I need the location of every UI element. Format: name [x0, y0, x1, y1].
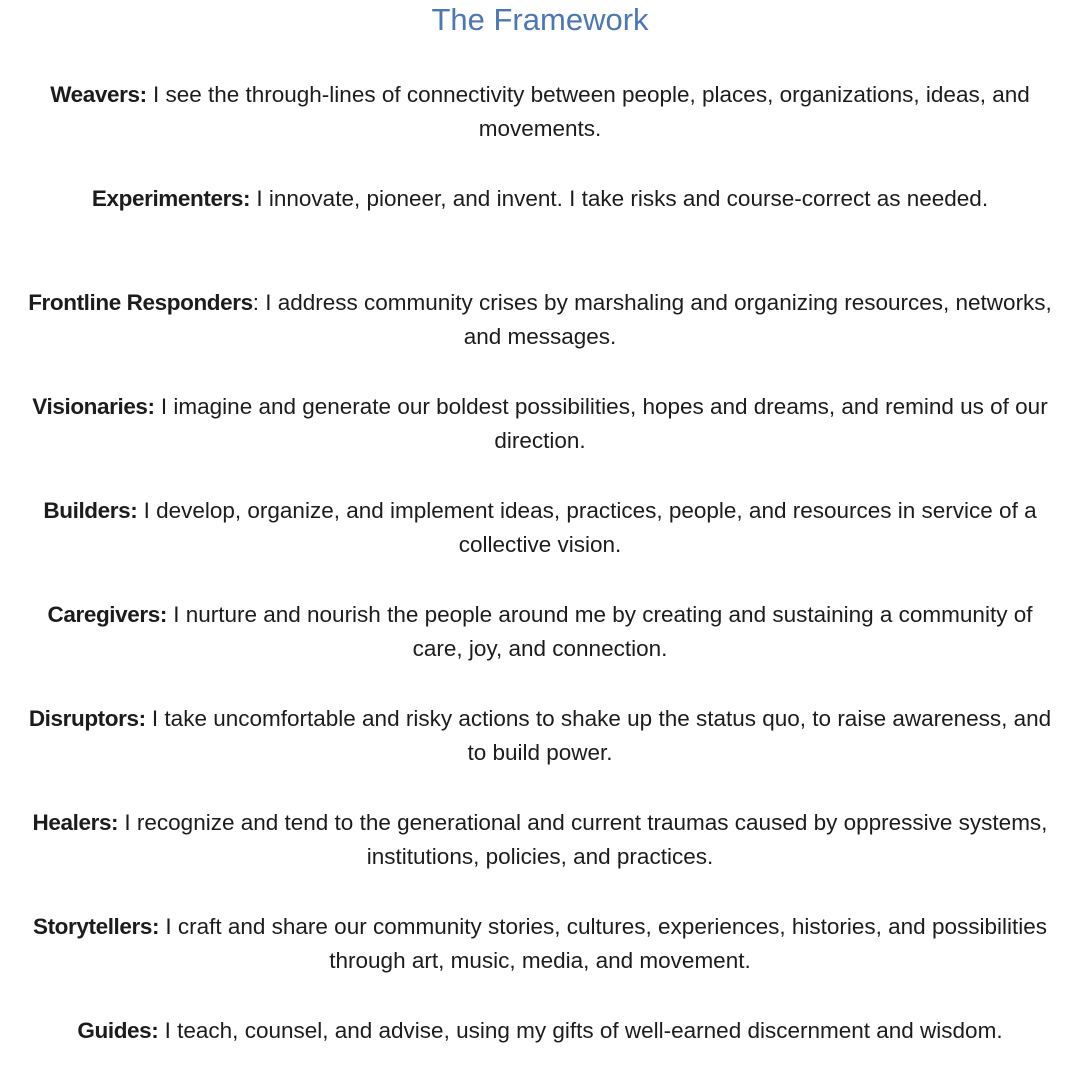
- entry-term: Frontline Responders: [28, 290, 253, 315]
- entry-term: Builders:: [43, 498, 138, 523]
- entry-description: I innovate, pioneer, and invent. I take risks and course-correct as needed.: [250, 186, 989, 211]
- entry-term: Guides:: [77, 1018, 159, 1043]
- entry-disruptors: [20, 702, 1060, 770]
- entry-description: I take uncomfortable and risky actions to shake up the status quo, to raise awareness, and to build power.: [145, 706, 1052, 765]
- entry-term: Healers:: [32, 810, 119, 835]
- entry-healers: [20, 806, 1060, 874]
- entry-storytellers: [20, 910, 1060, 978]
- entry-frontline-responders: [20, 286, 1060, 354]
- entry-visionaries: [20, 390, 1060, 458]
- entry-experimenters: [20, 182, 1060, 216]
- entry-guides: [20, 1014, 1060, 1048]
- entry-description: : I address community crises by marshaling and organizing resources, networks, and messages.: [252, 290, 1052, 349]
- entry-description: I develop, organize, and implement ideas, practices, people, and resources in service of a collective vision.: [137, 498, 1037, 557]
- entry-term: Visionaries:: [32, 394, 155, 419]
- entry-term: Experimenters:: [91, 186, 251, 211]
- page-title: The Framework: [431, 2, 649, 37]
- entry-term: Caregivers:: [47, 602, 167, 627]
- entry-weavers: [20, 78, 1060, 146]
- entry-description: I imagine and generate our boldest possibilities, hopes and dreams, and remind us of our direction.: [154, 394, 1048, 453]
- entry-description: I nurture and nourish the people around me by creating and sustaining a community of care, joy, and connection.: [166, 602, 1033, 661]
- entry-caregivers: [20, 598, 1060, 666]
- entry-term: Weavers:: [50, 82, 147, 107]
- entry-term: Storytellers:: [32, 914, 160, 939]
- entry-description: I recognize and tend to the generational and current traumas caused by oppressive systems, institutions, policies, and practices.: [118, 810, 1048, 869]
- entry-description: I craft and share our community stories, cultures, experiences, histories, and possibilities through art, music, media, and movement.: [159, 914, 1047, 973]
- entry-term: Disruptors:: [28, 706, 146, 731]
- entry-description: I see the through-lines of connectivity between people, places, organizations, ideas, and movements.: [146, 82, 1030, 141]
- entry-builders: [20, 494, 1060, 562]
- entry-description: I teach, counsel, and advise, using my gifts of well-earned discernment and wisdom.: [158, 1018, 1003, 1043]
